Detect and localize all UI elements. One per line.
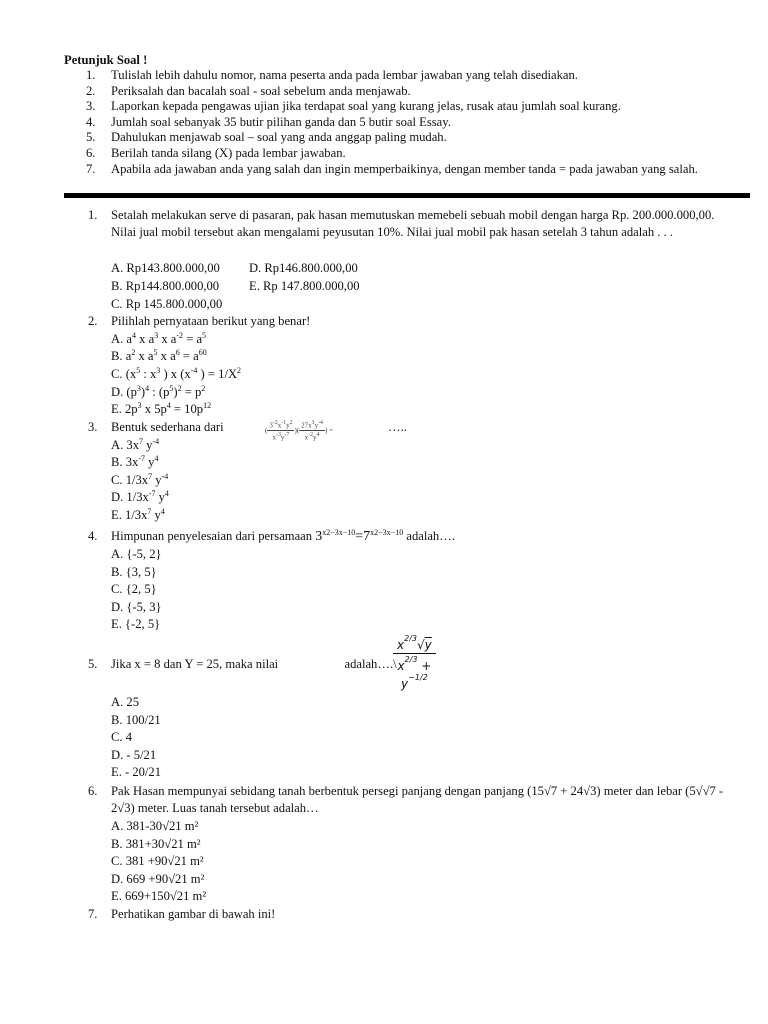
q5-option-e: E. - 20/21 <box>111 765 162 779</box>
instructions-title: Petunjuk Soal ! <box>64 53 148 67</box>
q2-option-e: E. $2p^3$ x $5p^4 = 10p^{12}$ <box>111 401 212 416</box>
question-6: 6. Pak Hasan mempunyai sebidang tanah berbentuk persegi panjang dengan panjang (15√7 + 24√3) meter dan lebar (5√√7 - 2√3) meter. Luas tanah tersebut adalah… <box>88 783 728 818</box>
question-5-text: Jika x = 8 dan Y = 25, maka nilai <box>111 657 279 671</box>
q4-option-c: C. {2, 5} <box>111 582 157 596</box>
q3-expression-image: ( $\frac{3^{-2}x^{-1}y^2}{x^{-3}y^{-7}}$ )( $\frac{27x^3y^{-4}}{x^{-2}y^4}$ ) = <box>265 420 333 442</box>
q2-option-b: B. $a^2$ x $a^5$ x $a^6 = a^{60}$ <box>111 348 207 363</box>
q3-option-a: A. $3x^7$ $y^{-4}$ <box>111 437 160 452</box>
q6-option-c: C. 381 +90√21 m² <box>111 854 204 868</box>
q4-option-a: A. {-5, 2} <box>111 547 162 561</box>
question-5-suffix: adalah….\ <box>344 657 397 671</box>
question-2-text: Pilihlah pernyataan berikut yang benar! <box>111 314 311 328</box>
q1-options-row-1 <box>111 260 358 277</box>
q1-option-a: A. Rp143.800.000,00 <box>111 261 220 275</box>
question-7: 7. Perhatikan gambar di bawah ini! <box>88 906 728 923</box>
q4-option-d: D. {-5, 3} <box>111 600 162 614</box>
q6-option-d: D. 669 +90√21 m² <box>111 872 205 886</box>
instruction-item: 3. Laporkan kepada pengawas ujian jika terdapat soal yang kurang jelas, rusak atau jumlah soal kurang. <box>86 99 621 114</box>
question-7-text: Perhatikan gambar di bawah ini! <box>111 907 276 921</box>
section-divider <box>64 193 750 198</box>
q1-options-row-2 <box>111 278 360 295</box>
q1-option-b: B. Rp144.800.000,00 <box>111 279 220 293</box>
q5-option-a: A. 25 <box>111 695 139 709</box>
instruction-item: 2. Periksalah dan bacalah soal - soal sebelum anda menjawab. <box>86 83 411 98</box>
q5-expression: $\frac{x^{2/3}√y}{x^{2/3} + y^{-1/2}}$ <box>393 634 436 691</box>
q6-option-e: E. 669+150√21 m² <box>111 889 207 903</box>
q4-option-e: E. {-2, 5} <box>111 617 161 631</box>
question-4-text: Himpunan penyelesaian dari persamaan <box>111 529 313 543</box>
q4-option-b: B. {3, 5} <box>111 565 157 579</box>
q3-dots: ….. <box>388 420 407 434</box>
q5-option-d: D. - 5/21 <box>111 748 157 762</box>
q6-option-b: B. 381+30√21 m² <box>111 837 201 851</box>
question-4: 4. Himpunan penyelesaian dari persamaan $3^{x2-3x-10}=7^{x2-3x-10}$ adalah…. <box>88 528 455 544</box>
question-3: 3. Bentuk sederhana dari <box>88 419 728 436</box>
instruction-item: 4. Jumlah soal sebanyak 35 butir pilihan ganda dan 5 butir soal Essay. <box>86 114 451 129</box>
q5-option-c: C. 4 <box>111 730 132 744</box>
instruction-item: 5. Dahulukan menjawab soal – soal yang anda anggap paling mudah. <box>86 130 447 145</box>
question-5: 5. Jika x = 8 dan Y = 25, maka nilai adalah….\ <box>88 657 397 671</box>
question-1: 1. Setalah melakukan serve di pasaran, pak hasan memutuskan memebeli sebuah mobil dengan harga Rp. 200.000.000,00. Nilai jual mobil tersebut akan mengalami peyusutan 10%. Nilai jual mobil pak hasan setelah 3 tahun adalah . . . <box>88 207 728 242</box>
question-1-text: Setalah melakukan serve di pasaran, pak hasan memutuskan memebeli sebuah mobil dengan harga Rp. 200.000.000,00. Nilai jual mobil tersebut akan mengalami peyusutan 10%. Nilai jual mobil pak hasan setelah 3 tahun adalah . . . <box>111 208 715 240</box>
q1-option-e: E. Rp 147.800.000,00 <box>249 279 360 293</box>
q1-options-row-3 <box>111 296 222 313</box>
q2-option-a: A. $a^4$ x $a^3$ x $a^{-2} = a^5$ <box>111 331 207 346</box>
q3-option-b: B. $3x^{-7}$ $y^4$ <box>111 454 159 469</box>
q3-option-d: D. $1/3x^{-7}$ $y^4$ <box>111 489 169 504</box>
q2-option-d: D. $(p^3)^4$ : $(p^5)^2 = p^2$ <box>111 384 206 399</box>
q2-option-c: C. ($x^5$ : $x^3$ ) x ($x^{-4}$ ) = $1/X^2$ <box>111 366 242 381</box>
question-6-text: Pak Hasan mempunyai sebidang tanah berbentuk persegi panjang dengan panjang (15√7 + 24√3) meter dan lebar (5√√7 - 2√3) meter. Luas tanah tersebut adalah… <box>111 784 724 816</box>
q1-option-d: D. Rp146.800.000,00 <box>249 261 358 275</box>
instructions-list <box>64 68 724 177</box>
q6-option-a: A. 381-30√21 m² <box>111 819 199 833</box>
instruction-item: 1. Tulislah lebih dahulu nomor, nama peserta anda pada lembar jawaban yang telah disediakan. <box>86 68 578 82</box>
question-3-text: Bentuk sederhana dari <box>111 420 224 434</box>
instruction-item: 7. Apabila ada jawaban anda yang salah dan ingin memperbaikinya, dengan member tanda = pada jawaban yang salah. <box>86 161 698 176</box>
q3-option-e: E. $1/3x^7$ $y^4$ <box>111 507 165 522</box>
q1-option-c: C. Rp 145.800.000,00 <box>111 297 223 311</box>
instruction-item: 6. Berilah tanda silang (X) pada lembar jawaban. <box>86 145 346 160</box>
question-2: 2. Pilihlah pernyataan berikut yang benar! <box>88 313 728 330</box>
q4-equation: $3^{x2-3x-10}=7^{x2-3x-10}$ <box>315 528 404 544</box>
q3-option-c: C. $1/3x^7$ $y^{-4}$ <box>111 472 169 487</box>
q5-option-b: B. 100/21 <box>111 713 161 727</box>
question-4-suffix: adalah…. <box>406 529 455 543</box>
